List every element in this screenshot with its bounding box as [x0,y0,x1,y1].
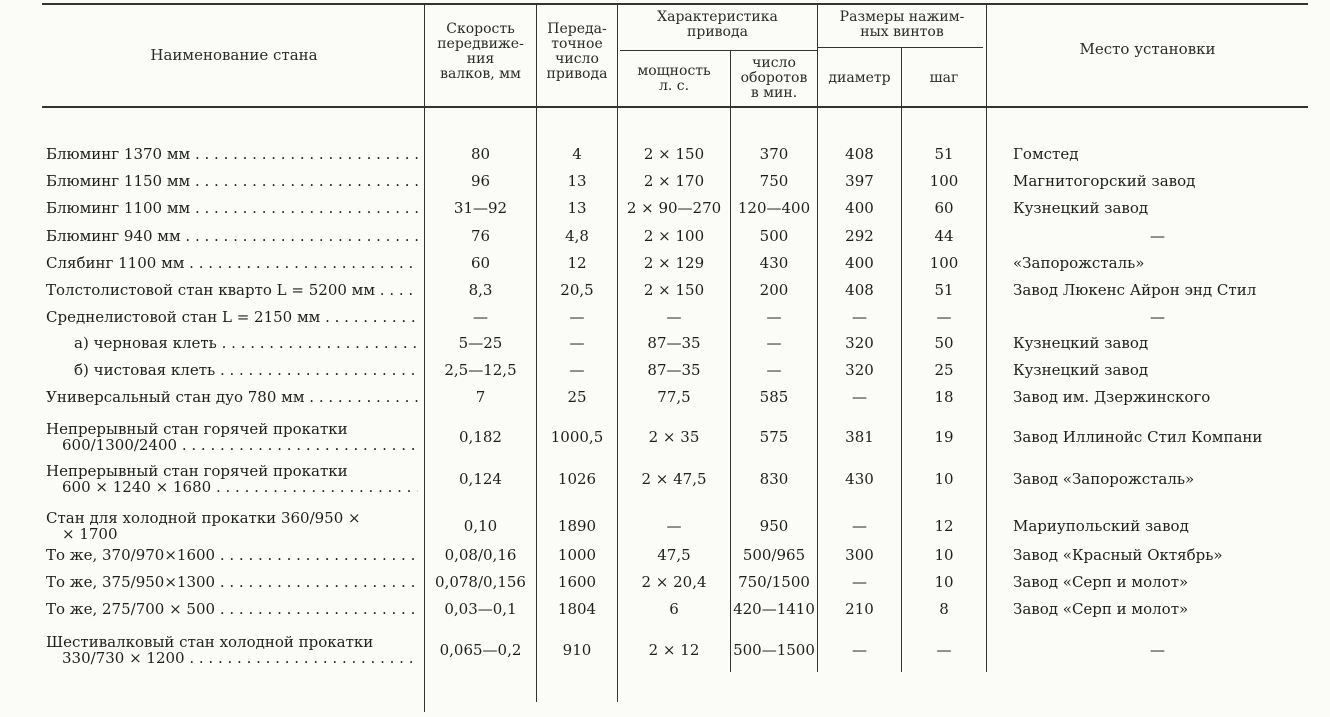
row-place: Завод им. Дзержинского [1013,388,1211,406]
row-pitch: 51 [934,281,954,299]
row-power: 2 × 90—270 [626,199,722,217]
row-ratio: 12 [567,254,587,272]
row-place: Завод «Серп и молот» [1013,600,1189,618]
row-name-line: 330/730 × 1200 . . . [46,650,418,666]
row-pitch: 60 [934,199,954,217]
row-pitch: 51 [934,145,954,163]
row-place: — [1150,227,1165,245]
header-name: Наименование стана [150,46,318,64]
row-diam: 430 [845,470,874,488]
top-rule [42,3,1308,5]
row-speed: — [473,308,488,326]
row-rpm: 500 [759,227,789,245]
row-power: — [666,308,682,326]
row-place: Завод «Серп и молот» [1013,573,1189,591]
row-power: 2 × 35 [648,428,700,446]
row-place: Завод Люкенс Айрон энд Стил [1013,281,1257,299]
row-power: 2 × 20,4 [641,573,707,591]
row-pitch: — [936,641,952,659]
row-name [46,282,418,298]
row-pitch: 18 [934,388,954,406]
row-name-line: То же, 275/700 × 500 . . . [46,601,418,617]
row-diam: — [852,641,867,659]
row-name [46,173,418,189]
row-rpm: 750/1500 [738,573,810,591]
row-rpm: — [766,308,782,326]
row-name [46,309,418,325]
drive-subheader-rule [620,50,817,51]
row-speed: 60 [470,254,491,272]
row-ratio: 4 [572,145,582,163]
row-power: 87—35 [647,334,701,352]
row-place: Кузнецкий завод [1013,361,1149,379]
row-name-line: б) чистовая клеть . . . [46,362,418,378]
row-name-line: Блюминг 1100 мм . . . [46,200,418,216]
row-ratio: 1000,5 [550,428,604,446]
row-ratio: — [569,334,585,352]
row-ratio: 1890 [557,517,597,535]
row-pitch: — [936,308,952,326]
col-divider-3 [617,4,618,702]
row-power: 2 × 150 [643,281,705,299]
header-speed: Скорость передвиже- ния валков, мм [437,21,524,82]
row-place: — [1150,308,1165,326]
row-rpm: 500/965 [742,546,806,564]
row-rpm: 575 [759,428,789,446]
row-pitch: 100 [929,172,959,190]
row-name [46,255,418,271]
header-rpm: число оборотов в мин. [740,55,808,101]
row-ratio: 910 [562,641,592,659]
row-name [46,335,418,351]
row-diam: 408 [845,281,874,299]
row-speed: 0,08/0,16 [444,546,517,564]
row-power: 2 × 129 [643,254,705,272]
row-place: Завод «Красный Октябрь» [1013,546,1223,564]
row-diam: 381 [845,428,874,446]
row-rpm: 830 [759,470,789,488]
row-name-line: 600/1300/2400 . . . [46,437,418,453]
row-power: 77,5 [657,388,691,406]
row-ratio: 1026 [557,470,597,488]
row-diam: — [852,573,867,591]
row-name-line: Непрерывный стан горячей прокатки [46,420,348,438]
row-place: Завод Иллинойс Стил Компани [1013,428,1263,446]
row-place: «Запорожсталь» [1013,254,1145,272]
header-drive: Характеристика привода [657,9,778,40]
header-pitch: шаг [929,70,959,86]
row-rpm: 430 [759,254,789,272]
row-name [46,634,418,666]
row-place: Кузнецкий завод [1013,199,1149,217]
row-speed: 0,078/0,156 [435,573,526,591]
row-name-line: Блюминг 1370 мм . . . [46,146,418,162]
row-diam: — [852,308,867,326]
row-diam: 320 [845,334,874,352]
row-pitch: 50 [934,334,954,352]
row-name-line: Слябинг 1100 мм . . . [46,255,418,271]
row-power: 6 [669,600,679,618]
row-place: Завод «Запорожсталь» [1013,470,1195,488]
row-pitch: 25 [934,361,954,379]
row-name-line: Среднелистовой стан L = 2150 мм . . . [46,309,418,325]
row-speed: 0,10 [463,517,498,535]
row-diam: 210 [845,600,874,618]
row-diam: 400 [845,254,874,272]
row-name [46,146,418,162]
header-place: Место установки [1079,40,1216,58]
row-name [46,228,418,244]
row-place: Кузнецкий завод [1013,334,1149,352]
row-power: 2 × 47,5 [641,470,707,488]
row-rpm: 950 [759,517,789,535]
row-pitch: 10 [934,546,954,564]
row-ratio: 25 [567,388,587,406]
row-power: 47,5 [657,546,691,564]
row-diam: 408 [845,145,874,163]
row-pitch: 100 [929,254,959,272]
row-power: 2 × 170 [643,172,705,190]
row-rpm: 585 [759,388,789,406]
row-pitch: 12 [934,517,954,535]
row-name-line: Блюминг 1150 мм . . . [46,173,418,189]
row-place: — [1150,641,1165,659]
row-speed: 0,124 [459,470,502,488]
row-diam: 400 [845,199,874,217]
row-ratio: 1000 [557,546,597,564]
row-speed: 0,03—0,1 [444,600,517,618]
row-name [46,574,418,590]
row-ratio: — [569,308,585,326]
row-name-line: Универсальный стан дуо 780 мм . . . [46,389,418,405]
row-speed: 96 [470,172,491,190]
row-name-line: Шестивалковый стан холодной прокатки [46,633,374,651]
header-ratio: Переда- точное число привода [546,21,608,82]
row-rpm: — [766,334,782,352]
row-pitch: 10 [934,470,954,488]
row-name-line: а) черновая клеть . . . [46,335,418,351]
row-name-line: Стан для холодной прокатки 360/950 × [46,509,361,527]
row-power: 87—35 [647,361,701,379]
row-diam: 397 [845,172,874,190]
row-name [46,421,418,453]
row-diam: — [852,517,867,535]
header-diameter: диаметр [828,70,891,86]
row-ratio: 20,5 [560,281,594,299]
row-ratio: 1804 [557,600,597,618]
row-diam: 292 [845,227,874,245]
row-name-line: 600 × 1240 × 1680 . . . [46,479,418,495]
row-ratio: 1600 [557,573,597,591]
row-name [46,389,418,405]
row-speed: 0,065—0,2 [439,641,522,659]
row-rpm: 420—1410 [733,600,815,618]
row-pitch: 10 [934,573,954,591]
row-place: Магнитогорский завод [1013,172,1196,190]
row-rpm: 370 [759,145,789,163]
row-place: Мариупольский завод [1013,517,1189,535]
row-place: Гомстед [1013,145,1079,163]
header-bottom-rule [42,106,1308,108]
row-diam: — [852,388,867,406]
row-diam: 300 [845,546,874,564]
row-name [46,362,418,378]
row-speed: 80 [470,145,491,163]
row-name [46,601,418,617]
row-name [46,463,418,495]
row-speed: 8,3 [468,281,493,299]
row-name-line: То же, 375/950×1300 . . . [46,574,418,590]
row-speed: 76 [470,227,491,245]
col-divider-2 [536,4,537,702]
row-pitch: 8 [939,600,949,618]
row-diam: 320 [845,361,874,379]
row-speed: 31—92 [453,199,508,217]
row-speed: 2,5—12,5 [444,361,517,379]
row-name [46,547,418,563]
header-power: мощность л. с. [637,63,711,94]
row-ratio: 13 [567,172,587,190]
row-power: 2 × 100 [643,227,705,245]
row-ratio: — [569,361,585,379]
row-name-line: Блюминг 940 мм . . . [46,228,418,244]
header-screws: Размеры нажим- ных винтов [839,9,965,40]
row-rpm: — [766,361,782,379]
row-name-line: Толстолистовой стан кварто L = 5200 мм . . . [46,282,418,298]
row-rpm: 750 [759,172,789,190]
row-rpm: 500—1500 [733,641,815,659]
row-pitch: 44 [934,227,954,245]
col-divider-7 [986,4,987,672]
row-ratio: 13 [567,199,587,217]
row-power: 2 × 12 [648,641,700,659]
row-ratio: 4,8 [565,227,589,245]
row-rpm: 200 [759,281,789,299]
row-pitch: 19 [934,428,954,446]
row-name-line: Непрерывный стан горячей прокатки [46,462,348,480]
row-power: 2 × 150 [643,145,705,163]
row-name-line: × 1700 [62,525,118,543]
row-rpm: 120—400 [737,199,811,217]
row-name-line: То же, 370/970×1600 . . . [46,547,418,563]
row-name [46,200,418,216]
row-name [46,510,418,542]
row-power: — [666,517,682,535]
row-speed: 5—25 [458,334,503,352]
row-speed: 0,182 [459,428,502,446]
row-speed: 7 [475,388,486,406]
